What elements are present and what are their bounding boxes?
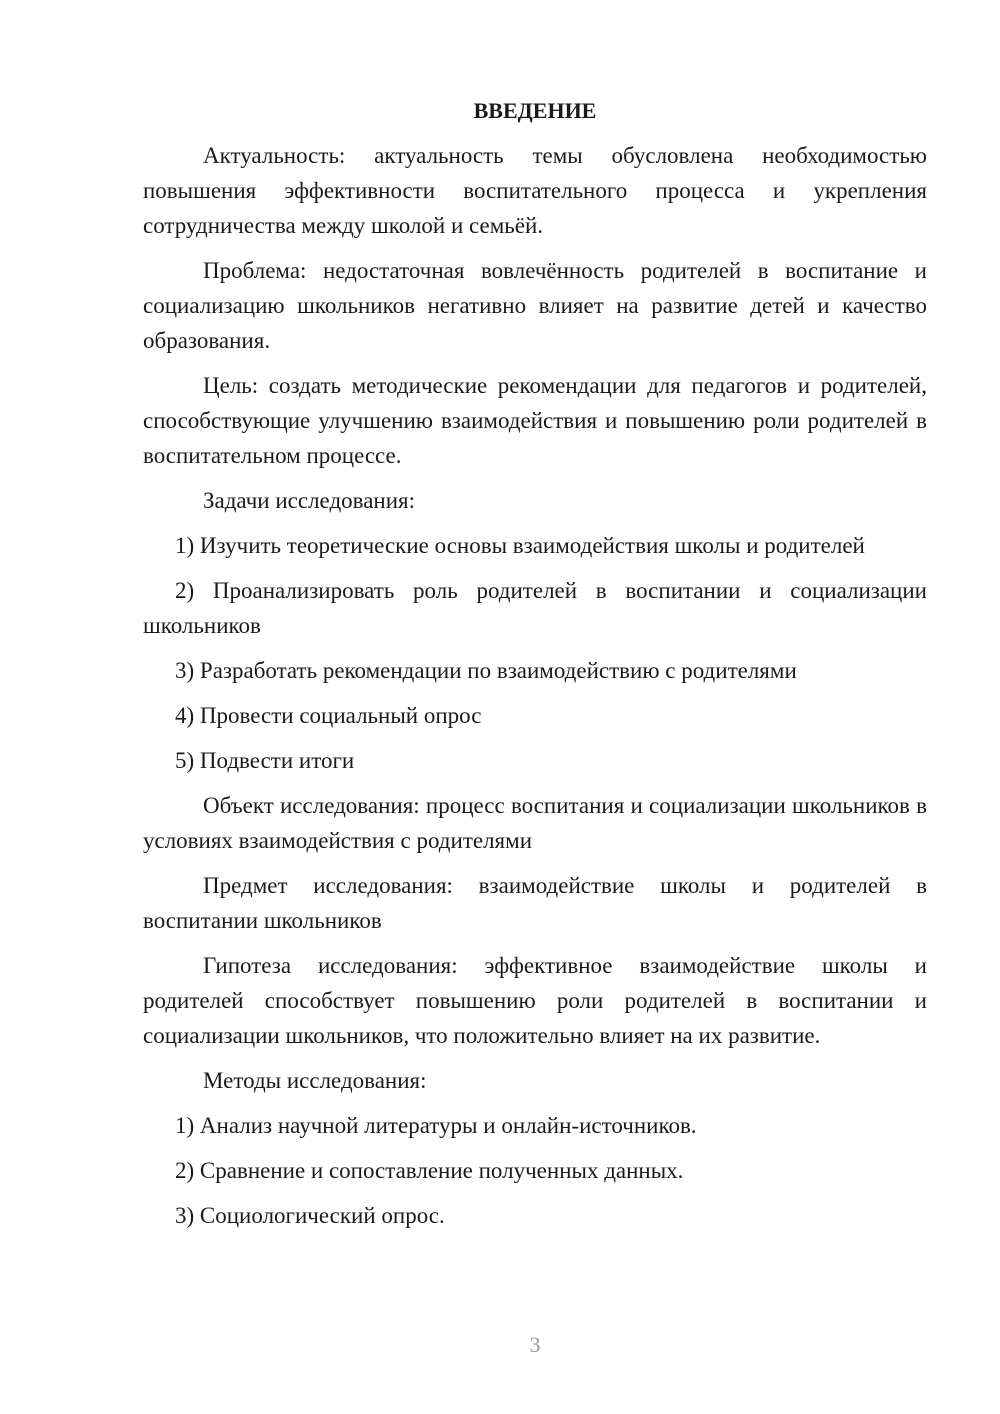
document-body <box>143 96 927 1243</box>
goal-paragraph: Цель: создать методические рекомендации для педагогов и родителей, способствующие улучшению взаимодействия и повышению роли родителей в воспитательном процессе. <box>143 373 927 468</box>
object-paragraph: Объект исследования: процесс воспитания и социализации школьников в условиях взаимодействия с родителями <box>143 793 927 853</box>
tasks-title: Задачи исследования: <box>203 488 416 513</box>
task-item: 3) Разработать рекомендации по взаимодействию с родителями <box>175 658 797 683</box>
task-item: 1) Изучить теоретические основы взаимодействия школы и родителей <box>175 533 865 558</box>
method-item: 2) Сравнение и сопоставление полученных данных. <box>175 1158 684 1183</box>
task-item: 2) Проанализировать роль родителей в воспитании и социализации школьников <box>143 578 927 638</box>
method-item: 3) Социологический опрос. <box>175 1203 445 1228</box>
task-item: 4) Провести социальный опрос <box>175 703 482 728</box>
methods-title: Методы исследования: <box>203 1068 427 1093</box>
hypothesis-paragraph: Гипотеза исследования: эффективное взаимодействие школы и родителей способствует повышению роли родителей в воспитании и социализации школьников, что положительно влияет на их развитие. <box>143 953 927 1048</box>
subject-paragraph: Предмет исследования: взаимодействие школы и родителей в воспитании школьников <box>143 873 927 933</box>
task-item: 5) Подвести итоги <box>175 748 355 773</box>
method-item: 1) Анализ научной литературы и онлайн-источников. <box>175 1113 697 1138</box>
page-number: 3 <box>529 1332 541 1357</box>
problem-paragraph: Проблема: недостаточная вовлечённость родителей в воспитание и социализацию школьников негативно влияет на развитие детей и качество образования. <box>143 258 927 353</box>
page-title: ВВЕДЕНИЕ <box>473 98 597 123</box>
relevance-paragraph: Актуальность: актуальность темы обусловлена необходимостью повышения эффективности воспитательного процесса и укрепления сотрудничества между школой и семьёй. <box>143 143 927 238</box>
